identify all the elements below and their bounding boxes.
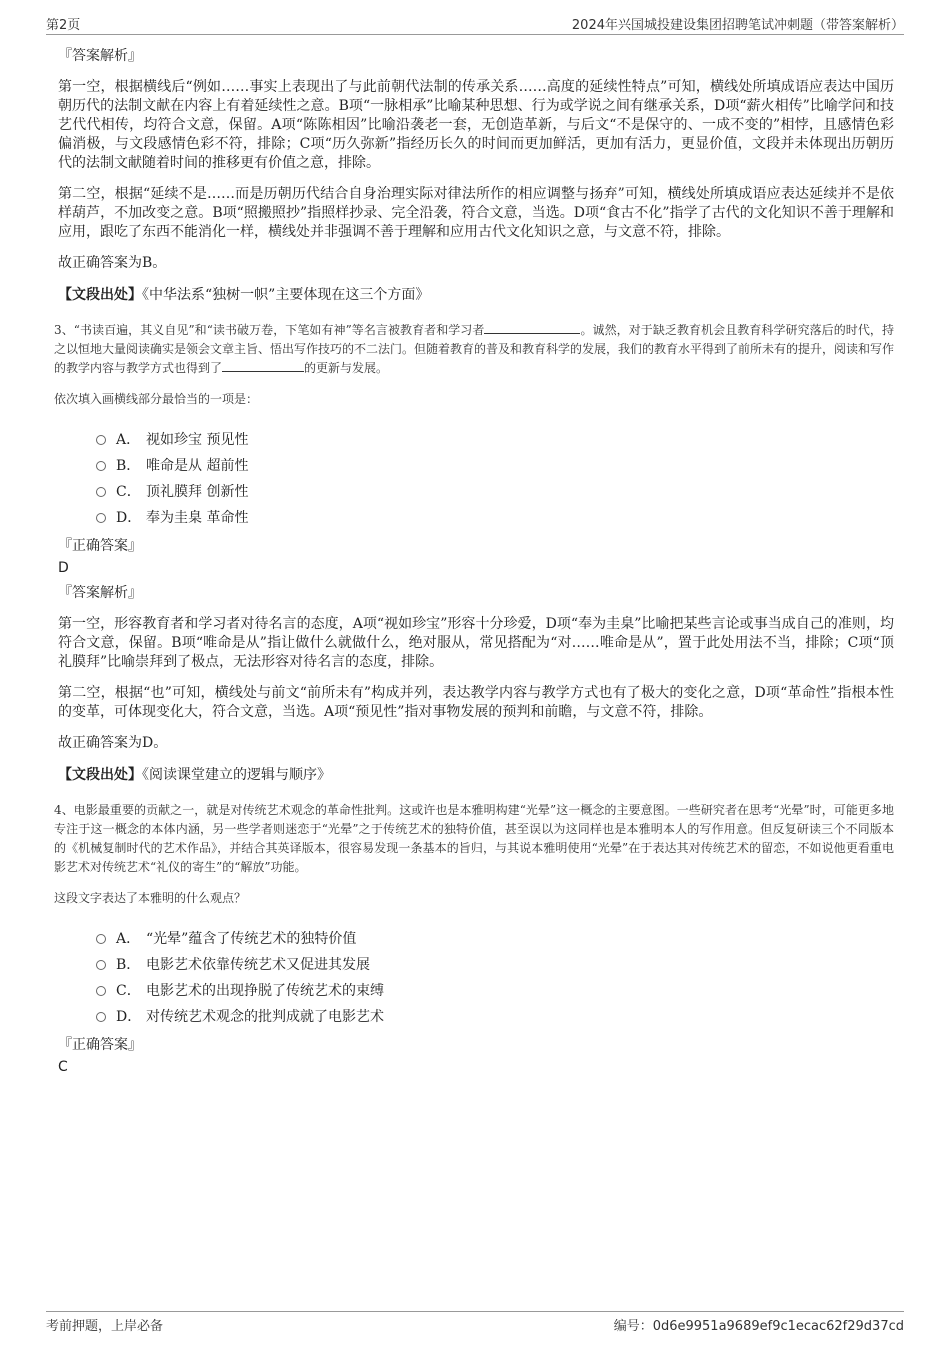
- q3-blank-1: [484, 321, 580, 334]
- radio-icon[interactable]: [96, 461, 106, 471]
- q3-stem-part-2: 。诚然，对于缺乏教育机会且教育科学研究落后的时代，持之以恒地大量阅读确实是领会文章主旨、悟出写作技巧的不二法门。但随着教育的普及和教育科学的发展，我们的教育水平得到了前所未有的提升，阅读和写作的教学内容与教学方式也得到了: [54, 323, 895, 375]
- q3-prompt: 依次填入画横线部分最恰当的一项是：: [54, 392, 259, 406]
- q4-answer-label: 『正确答案』: [58, 1037, 142, 1053]
- q2-source-title: 《中华法系“独树一帜”主要体现在这三个方面》: [142, 287, 430, 303]
- q2-source: [58, 285, 894, 305]
- radio-icon[interactable]: [96, 986, 106, 996]
- source-label: 【文段出处】: [58, 767, 142, 783]
- q4-option-b[interactable]: [96, 952, 894, 978]
- option-text: 奉为圭臬 革命性: [146, 510, 249, 526]
- option-letter: D．: [116, 510, 142, 526]
- option-letter: C．: [116, 484, 141, 500]
- q3-stem: [54, 321, 894, 378]
- q4-options: [96, 926, 894, 1030]
- q3-options: [96, 427, 894, 531]
- q3-option-d[interactable]: [96, 505, 894, 531]
- option-text: 电影艺术的出现挣脱了传统艺术的束缚: [146, 983, 384, 999]
- radio-icon[interactable]: [96, 1012, 106, 1022]
- q3-conclusion: 故正确答案为D。: [58, 735, 168, 751]
- option-text: 顶礼膜拜 创新性: [146, 484, 249, 500]
- option-letter: A．: [116, 931, 141, 947]
- q4-stem: 4、电影最重要的贡献之一，就是对传统艺术观念的革命性批判。这或许也是本雅明构建“光晕”这一概念的主要意图。一些研究者在思考“光晕”时，可能更多地专注于这一概念的本体内涵，另一些学者则迷恋于“光晕”之于传统艺术的独特价值，甚至误以为这同样也是本雅明本人的写作用意。但反复研读三个不同版本的《机械复制时代的艺术作品》，并结合其英译版本，很容易发现一条基本的旨归，与其说本雅明使用“光晕”在于表达其对传统艺术的留恋，不如说他更看重电影艺术对传统艺术“礼仪的寄生”的“解放”功能。: [54, 803, 894, 874]
- q4-option-a[interactable]: [96, 926, 894, 952]
- radio-icon[interactable]: [96, 960, 106, 970]
- radio-icon[interactable]: [96, 513, 106, 523]
- source-label: 【文段出处】: [58, 287, 142, 303]
- q4-option-c[interactable]: [96, 978, 894, 1004]
- q4-prompt: 这段文字表达了本雅明的什么观点？: [54, 891, 247, 905]
- footer-slogan: 考前押题，上岸必备: [46, 1319, 164, 1334]
- page-number: 第2页: [46, 18, 81, 33]
- option-letter: A．: [116, 432, 141, 448]
- q2-analysis-para-2: 第二空，根据“延续不是……而是历朝历代结合自身治理实际对律法所作的相应调整与扬弃”可知，横线处所填成语应表达延续并不是依样葫芦，不加改变之意。B项“照搬照抄”指照样抄录、完全沿袭，符合文意，当选。D项“食古不化”指学了古代的文化知识不善于理解和应用，跟吃了东西不能消化一样，横线处并非强调不善于理解和应用古代文化知识之意，与文意不符，排除。: [58, 186, 894, 240]
- radio-icon[interactable]: [96, 934, 106, 944]
- q3-analysis-label: 『答案解析』: [58, 585, 142, 601]
- q3-source: [58, 765, 894, 785]
- option-letter: C．: [116, 983, 141, 999]
- option-text: “光晕”蕴含了传统艺术的独特价值: [146, 931, 357, 947]
- radio-icon[interactable]: [96, 487, 106, 497]
- q2-conclusion: 故正确答案为B。: [58, 255, 167, 271]
- q3-stem-part-3: 的更新与发展。: [304, 361, 389, 375]
- option-text: 电影艺术依靠传统艺术又促进其发展: [146, 957, 370, 973]
- q2-analysis-para-1: 第一空，根据横线后“例如……事实上表现出了与此前朝代法制的传承关系……高度的延续性特点”可知，横线处所填成语应表达中国历朝历代的法制文献在内容上有着延续性之意。B项“一脉相承”比喻某种思想、行为或学说之间有继承关系，D项“薪火相传”比喻学问和技艺代代相传，均符合文意，保留。A项“陈陈相因”比喻沿袭老一套，无创造革新，与后文“不是保守的、一成不变的”相悖，且感情色彩偏消极，与文段感情色彩不符，排除；C项“历久弥新”指经历长久的时间而更加鲜活，更加有活力，更显价值，文段并未体现出历朝历代的法制文献随着时间的推移更有价值之意，排除。: [58, 79, 894, 171]
- q3-answer: D: [58, 560, 69, 576]
- page-header: [46, 12, 904, 35]
- q3-source-title: 《阅读课堂建立的逻辑与顺序》: [142, 767, 331, 783]
- option-letter: D．: [116, 1009, 142, 1025]
- page-footer: [46, 1311, 904, 1334]
- page-content: [54, 46, 895, 1082]
- radio-icon[interactable]: [96, 435, 106, 445]
- q3-analysis-para-1: 第一空，形容教育者和学习者对待名言的态度，A项“视如珍宝”形容十分珍爱，D项“奉为圭臬”比喻把某些言论或事当成自己的准则，均符合文意，保留。B项“唯命是从”指让做什么就做什么，绝对服从，常见搭配为“对……唯命是从”，置于此处用法不当，排除；C项“顶礼膜拜”比喻崇拜到了极点，无法形容对待名言的态度，排除。: [58, 616, 894, 670]
- option-text: 视如珍宝 预见性: [146, 432, 249, 448]
- q3-analysis-para-2: 第二空，根据“也”可知，横线处与前文“前所未有”构成并列，表达教学内容与教学方式也有了极大的变化之意，D项“革命性”指根本性的变革，可体现变化大，符合文意，当选。A项“预见性”指对事物发展的预判和前瞻，与文意不符，排除。: [58, 685, 894, 720]
- q3-answer-label: 『正确答案』: [58, 538, 142, 554]
- q4-option-d[interactable]: [96, 1004, 894, 1030]
- document-title: 2024年兴国城投建设集团招聘笔试冲刺题（带答案解析）: [571, 18, 904, 33]
- option-letter: B．: [116, 458, 141, 474]
- q4-answer: C: [58, 1059, 68, 1075]
- option-text: 唯命是从 超前性: [146, 458, 249, 474]
- document-id: 编号：0d6e9951a9689ef9c1ecac62f29d37cd: [613, 1319, 904, 1334]
- option-letter: B．: [116, 957, 141, 973]
- q3-option-b[interactable]: [96, 453, 894, 479]
- q3-stem-part-1: 3、“书读百遍，其义自见”和“读书破万卷，下笔如有神”等名言被教育者和学习者: [54, 323, 485, 337]
- q3-option-a[interactable]: [96, 427, 894, 453]
- q2-analysis-label: 『答案解析』: [58, 48, 142, 64]
- q3-blank-2: [222, 359, 304, 372]
- q3-option-c[interactable]: [96, 479, 894, 505]
- option-text: 对传统艺术观念的批判成就了电影艺术: [146, 1009, 384, 1025]
